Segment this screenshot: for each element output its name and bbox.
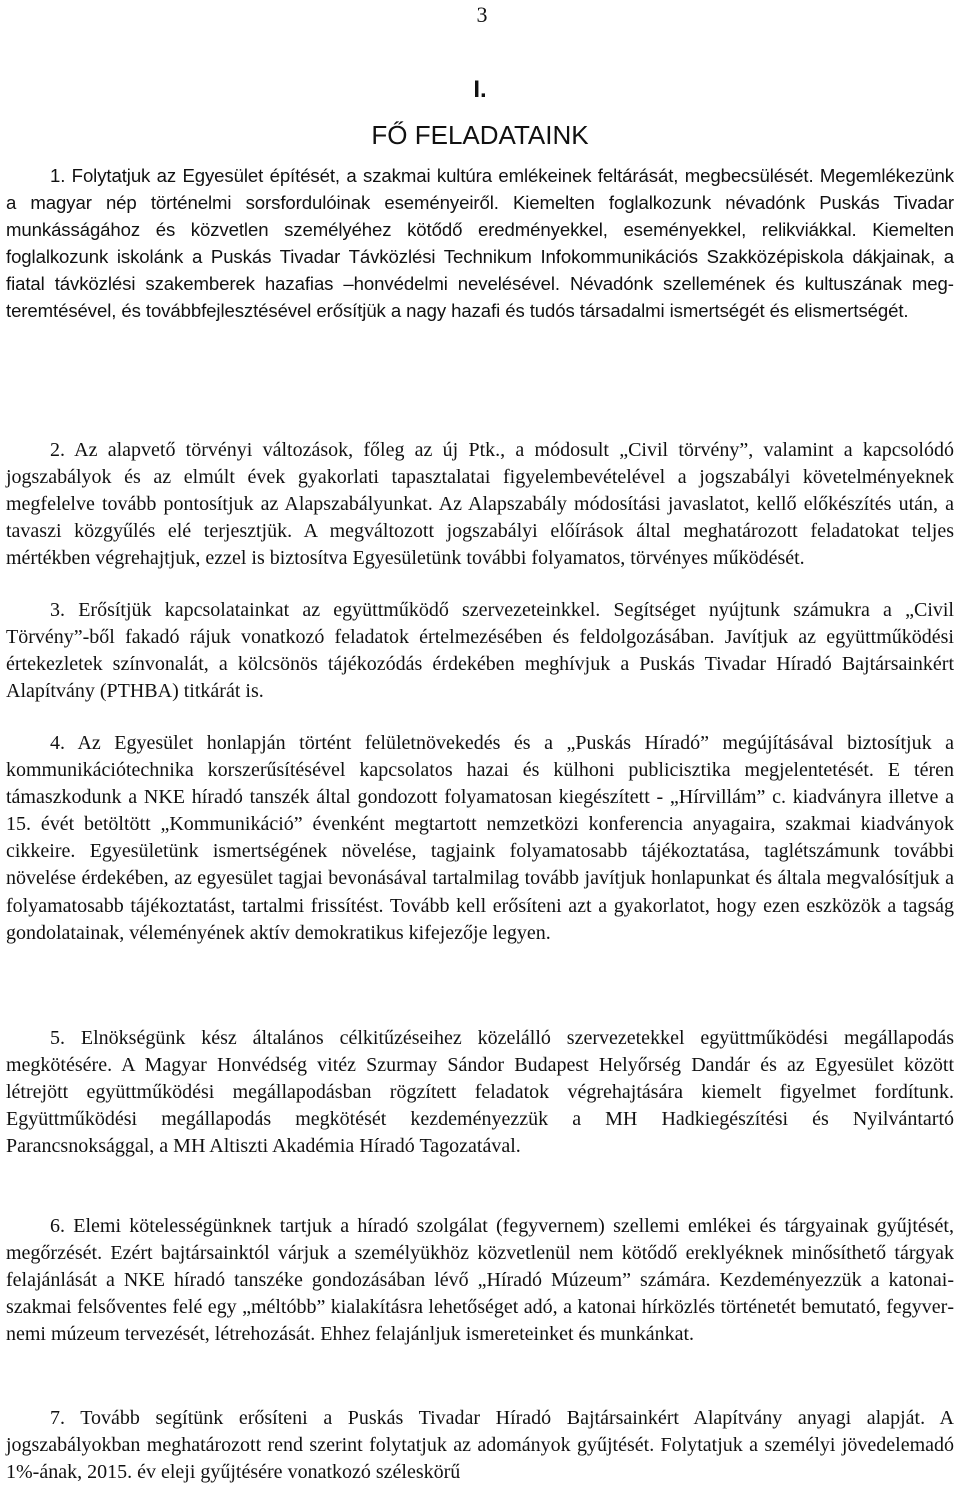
- chapter-title: FŐ FELADATAINK: [371, 120, 589, 150]
- paragraph-3: 3. Erősítjük kapcsolatainkat az együttműködő szervezeteinkkel. Segítséget nyújtunk számukra a „Civil Törvény”-ből fakadó rájuk vonatkozó feladatok értelmezésében és feldolgozásában. Javítjuk az együttműködési értekezletek színvonalát, a kölcsönös tájékozódás érdekében meghívjuk a Puskás Tivadar Híradó Bajtársainkért Alapítvány (PTHBA) titkárát is.: [6, 599, 954, 703]
- chapter-number: I.: [473, 76, 487, 103]
- paragraph-7: 7. Tovább segítünk erősíteni a Puskás Tivadar Híradó Bajtársainkért Alapítvány anyagi alapját. A jogszabályokban meghatározott rend szerint folytatjuk az adományok gyűjtését. Folytatjuk a személyi jövedelemadó 1%-ának, 2015. év eleji gyűjtésére vonatkozó széleskörű: [6, 1407, 954, 1484]
- paragraph-1: 1. Folytatjuk az Egyesület építését, a szakmai kultúra emlékeinek feltárását, megbecsülését. Megemlékezünk a magyar nép történelmi sorsfordulóinak eseményeiről. Kiemelten foglalkozunk névadónk Puskás Tivadar munkásságához és közvetlen személyéhez kötődő eredményekkel, eseményekkel, relikviákkal. Kiemelten foglalkozunk iskolánk a Puskás Tivadar Távközlési Technikum Infokommunikációs Szakközépiskola dákjainak, a fiatal távközlési szakemberek hazafias –honvédelmi nevelésével. Névadónk szellemének és kultuszának megteremtésével, és továbbfejlesztésével erősítjük a nagy hazafi és tudós társadalmi ismertségét és elismertségét.: [6, 165, 954, 322]
- paragraph-6: 6. Elemi kötelességünknek tartjuk a híradó szolgálat (fegyvernem) szellemi emlékei és tárgyainak gyűjtését, megőrzését. Ezért bajtársainktól várjuk a személyükhöz közvetlenül nem kötődő ereklyéknek minősíthető tárgyak felajánlását a NKE híradó tanszéke gondozásában lévő „Híradó Múzeum” számára. Kezdeményezzük a katonai-szakmai felsőventes felé egy „méltóbb” kialakításra lehetőséget adó, a katonai hírközlés történetét bemutató, fegyvernemi múzeum tervezését, létrehozását. Ehhez felajánljuk ismereteinket és munkánkat.: [6, 1215, 954, 1346]
- paragraph-4: 4. Az Egyesület honlapján történt felületnövekedés és a „Puskás Híradó” megújításával biztosítjuk a kommunikációtechnika korszerűsítésével kapcsolatos hazai és külhoni publicisztika megjelentetését. E téren támaszkodunk a NKE híradó tanszék által gondozott folyamatosan kiegészített - „Hírvillám” c. kiadványra illetve a 15. évét betöltött „Kommunikáció” évenként megtartott nemzetközi konferencia anyagaira, szakmai kiadványok cikkeire. Egyesületünk ismertségének növelése, tagjaink folyamatosabb tájékoztatása, taglétszámunk további növelése érdekében, az egyesület tagjai bevonásával tartalmilag tovább javítjuk honlapunkat és általa megvalósítjuk a folyamatosabb tájékoztatást, tartalmi frissítést. Tovább kell erősíteni azt a gyakorlatot, hogy ezen eszközök a tagság gondolatainak, véleményének aktív demokratikus kifejezője legyen.: [6, 732, 954, 944]
- paragraph-2: 2. Az alapvető törvényi változások, főleg az új Ptk., a módosult „Civil törvény”, valamint a kapcsolódó jogszabályok és az elmúlt évek gyakorlati tapasztalatai figyelembevételével a jogszabályi követelményeknek megfelelve tovább pontosítjuk az Alapszabályunkat. Az Alapszabály módosítási javaslatot, kellő előkészítés után, a tavaszi közgyűlés elé terjesztjük. A megváltozott jogszabályi előírások által meghatározott feladatokat teljes mértékben végrehajtjuk, ezzel is biztosítva Egyesületünk további folyamatos, törvényes működését.: [6, 439, 954, 570]
- paragraph-5: 5. Elnökségünk kész általános célkitűzéseihez közelálló szervezetekkel együttműködési megállapodás megkötésére. A Magyar Honvédség vitéz Szurmay Sándor Budapest Helyőrség Dandár és az Egyesület között létrejött együttműködési megállapodásban rögzített feladatok végrehajtására kiemelt figyelmet fordítunk. Együttműködési megállapodás megkötését kezdeményezzük a MH Hadkiegészítési és Nyilvántartó Parancsnoksággal, a MH Altiszti Akadémia Híradó Tagozatával.: [6, 1027, 954, 1158]
- page-number: 3: [476, 2, 488, 27]
